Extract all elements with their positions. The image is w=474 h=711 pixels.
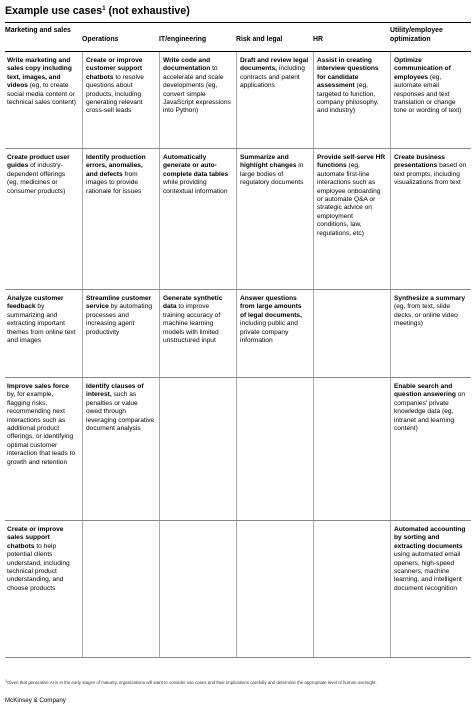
use-case-description: by automating processes and increasing agent productivity bbox=[86, 303, 152, 336]
use-case-description: to accelerate and scale developments (eg, convert simple JavaScript expressions into Python) bbox=[163, 65, 231, 115]
use-case-heading: Create product user guides bbox=[7, 154, 70, 170]
use-case-heading: Answer questions from large amounts of legal documents, bbox=[240, 295, 302, 319]
table-cell bbox=[390, 521, 471, 657]
table-cell bbox=[82, 378, 159, 520]
use-case-heading: Write marketing and sales copy including text, images, and videos bbox=[7, 57, 72, 90]
column-header-hr: HR bbox=[313, 36, 323, 43]
table-row bbox=[5, 149, 471, 290]
use-case-description: while providing contextual information bbox=[163, 179, 228, 195]
table-cell bbox=[82, 149, 159, 289]
use-case-heading: Generate synthetic data bbox=[163, 295, 223, 311]
use-case-heading: Enable search and question answering bbox=[394, 383, 456, 399]
use-case-heading: Streamline customer service bbox=[86, 295, 152, 311]
source-credit: McKinsey & Company bbox=[5, 697, 66, 704]
table-cell bbox=[313, 149, 390, 289]
use-case-heading: Create business presentations bbox=[394, 154, 445, 170]
table-cell bbox=[390, 290, 471, 377]
use-case-heading: Create or improve customer support chatbots bbox=[86, 57, 143, 81]
use-case-description: (eg, targeted to function, company philosophy, and industry) bbox=[317, 82, 379, 115]
use-case-description: (eg, automate email responses and text translation or change tone or wording of text) bbox=[394, 73, 462, 115]
use-case-heading: Automatically generate or auto-complete data tables bbox=[163, 154, 229, 178]
table-cell bbox=[390, 149, 471, 289]
use-case-description: to resolve questions about products, including generating relevant cross-sell leads bbox=[86, 73, 144, 115]
use-case-table bbox=[5, 22, 471, 658]
table-cell bbox=[5, 52, 82, 148]
column-header-risk-legal: Risk and legal bbox=[236, 36, 283, 43]
use-case-description: (eg, automate first-line interactions such as employee onboarding or automate Q&A or strategic advice on employment conditions, law, regulations, etc) bbox=[317, 162, 381, 237]
table-cell bbox=[236, 378, 313, 520]
column-header-utility-optimization: Utility/employee optimization bbox=[390, 27, 443, 43]
footnote bbox=[5, 679, 471, 686]
table-row bbox=[5, 521, 471, 658]
table-cell bbox=[159, 52, 236, 148]
use-case-heading: Identify production errors, anomalies, and defects bbox=[86, 154, 146, 178]
table-cell bbox=[313, 521, 390, 657]
table-row bbox=[5, 52, 471, 149]
use-case-description: from images to provide rationale for issues bbox=[86, 170, 142, 195]
table-cell bbox=[236, 290, 313, 377]
footnote-mark: 1 bbox=[5, 679, 7, 683]
use-case-heading: Create or improve sales support chatbots bbox=[7, 526, 64, 550]
table-cell bbox=[313, 378, 390, 520]
use-case-description: to improve training accuracy of machine learning models with limited unstructured input bbox=[163, 303, 221, 345]
use-case-heading: Improve sales force bbox=[7, 383, 69, 390]
use-case-description: including contracts and patent applications bbox=[240, 65, 305, 90]
use-case-description: of industry-dependent offerings (eg, medicines or consumer products) bbox=[7, 162, 66, 195]
use-case-description: in large bodies of regulatory documents bbox=[240, 162, 304, 187]
table-cell bbox=[313, 52, 390, 148]
table-cell bbox=[236, 521, 313, 657]
table-cell bbox=[236, 149, 313, 289]
use-case-heading: Assist in creating interview questions for candidate assessment bbox=[317, 57, 379, 90]
table-cell bbox=[82, 290, 159, 377]
use-case-description: including public and private company information bbox=[240, 320, 298, 345]
table-cell bbox=[159, 378, 236, 520]
table-cell bbox=[82, 52, 159, 148]
table-cell bbox=[82, 521, 159, 657]
table-cell bbox=[313, 290, 390, 377]
table-cell bbox=[390, 378, 471, 520]
table-cell bbox=[5, 290, 82, 377]
page-title bbox=[5, 3, 190, 18]
use-case-description: based on text prompts, including visualizations from text bbox=[394, 162, 467, 187]
table-cell bbox=[5, 521, 82, 657]
table-cell bbox=[5, 149, 82, 289]
use-case-heading: Summarize and highlight changes bbox=[240, 154, 297, 170]
use-case-description: (eg, from text, slide decks, or online video meetings) bbox=[394, 303, 458, 328]
table-cell bbox=[390, 52, 471, 148]
title-footnote-mark: 1 bbox=[102, 6, 106, 12]
use-case-heading: Analyze customer feedback bbox=[7, 295, 64, 311]
table-cell bbox=[159, 521, 236, 657]
column-header-operations: Operations bbox=[82, 36, 119, 43]
table-header-row bbox=[5, 23, 471, 52]
use-case-heading: Draft and review legal documents, bbox=[240, 57, 309, 73]
footnote-text: Given that generative AI is in the early stages of maturity, organizations will want to consider use cases and their implications carefully and determine the appropriate level of human oversight. bbox=[7, 680, 377, 685]
table-cell bbox=[159, 149, 236, 289]
use-case-heading: Optimize communication of employees bbox=[394, 57, 451, 81]
use-case-heading: Provide self-serve HR functions bbox=[317, 154, 386, 170]
use-case-heading: Write code and documentation bbox=[163, 57, 211, 73]
table-cell bbox=[5, 378, 82, 520]
use-case-heading: Identify clauses of interest, bbox=[86, 383, 144, 399]
use-case-description: by summarizing and extracting important themes from online text and images bbox=[7, 303, 76, 345]
column-header-it-engineering: IT/engineering bbox=[159, 36, 207, 43]
use-case-description: (eg, to create social media content or technical sales content) bbox=[7, 82, 76, 107]
table-cell bbox=[236, 52, 313, 148]
use-case-description: on companies' private knowledge data (eg, intranet and learning content) bbox=[394, 391, 466, 433]
use-case-description: such as penalties or value owed through leveraging comparative document analysis bbox=[86, 391, 155, 433]
table-row bbox=[5, 378, 471, 521]
title-suffix: (not exhaustive) bbox=[108, 5, 190, 17]
column-header-marketing-sales: Marketing and sales bbox=[5, 27, 71, 34]
use-case-heading: Synthesize a summary bbox=[394, 295, 466, 302]
use-case-description: to help potential clients understand, including technical product understanding, and choose products bbox=[7, 542, 70, 592]
use-case-description: by, for example, flagging risks, recommending next interactions such as additional product offerings, or identifying optimal customer interaction that leads to growth and retention bbox=[7, 391, 76, 466]
use-case-heading: Automated accounting by sorting and extracting documents bbox=[394, 526, 466, 550]
use-case-description: using automated email openers, high-speed scanners, machine learning, and intelligent document recognition bbox=[394, 551, 462, 592]
table-cell bbox=[159, 290, 236, 377]
table-body bbox=[5, 52, 471, 658]
table-row bbox=[5, 290, 471, 378]
title-text: Example use cases bbox=[5, 5, 103, 17]
